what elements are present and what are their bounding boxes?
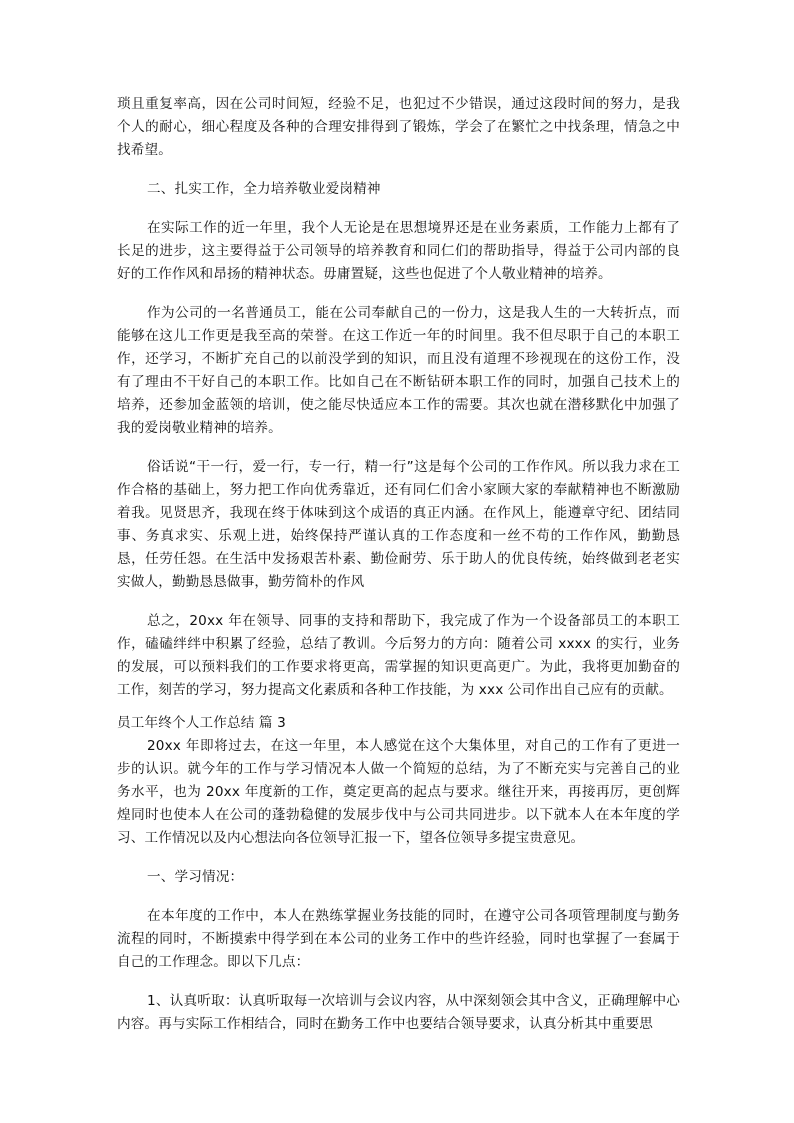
paragraph-7: 在本年度的工作中，本人在熟练掌握业务技能的同时，在遵守公司各项管理制度与勤务流程的同时，不断摸索中得学到在本公司的业务工作中的些许经验，同时也掌握了一套属于自己的工作理念。即以下几点：	[117, 908, 680, 970]
section-heading-study: 一、学习情况：	[147, 869, 244, 885]
paragraph-1: 琐且重复率高，因在公司时间短，经验不足，也犯过不少错误，通过这段时间的努力，是我个人的耐心，细心程度及各种的合理安排得到了锻炼，学会了在繁忙之中找条理，情急之中找希望。	[117, 96, 680, 158]
paragraph-3: 作为公司的一名普通员工，能在公司奉献自己的一份力，这是我人生的一大转折点，而能够在这儿工作更是我至高的荣誉。在这工作近一年的时间里。我不但尽职于自己的本职工作，还学习，不断扩充自己的以前没学到的知识，而且没有道理不珍视现在的这份工作，没有了理由不干好自己的本职工作。比如自己在不断钻研本职工作的同时，加强自己技术上的培养，还参加金蓝领的培训，使之能尽快适应本工作的需要。其次也就在潜移默化中加强了我的爱岗敬业精神的培养。	[117, 305, 680, 436]
paragraph-5: 总之，20xx 年在领导、同事的支持和帮助下，我完成了作为一个设备部员工的本职工作，磕磕绊绊中积累了经验，总结了教训。今后努力的方向：随着公司 xxxx 的实行，业务的发展，可以预料我们的工作要求将更高，需掌握的知识更高更广。为此，我将更加勤奋的工作，刻苦的学习，努力提高文化素质和各种工作技能，为 xxx 公司作出自己应有的贡献。	[117, 613, 680, 698]
section-heading-2: 二、扎实工作，全力培养敬业爱岗精神	[147, 181, 381, 197]
paragraph-2: 在实际工作的近一年里，我个人无论是在思想境界还是在业务素质，工作能力上都有了长足的进步，这主要得益于公司领导的培养教育和同仁们的帮助指导，得益于公司内部的良好的工作作风和昂扬的精神状态。毋庸置疑，这些也促进了个人敬业精神的培养。	[117, 220, 680, 282]
document-page	[117, 93, 680, 1036]
paragraph-4: 俗话说“干一行，爱一行，专一行，精一行”这是每个公司的工作作风。所以我力求在工作合格的基础上，努力把工作向优秀靠近，还有同仁们舍小家顾大家的奉献精神也不断激励着我。见贤思齐，我现在终于体味到这个成语的真正内涵。在作风上，能遵章守纪、团结同事、务真求实、乐观上进，始终保持严谨认真的工作态度和一丝不苟的工作作风，勤勤恳恳，任劳任怨。在生活中发扬艰苦朴素、勤俭耐劳、乐于助人的优良传统，始终做到老老实实做人，勤勤恳恳做事，勤劳简朴的作风	[117, 459, 680, 590]
paragraph-8: 1、认真听取：认真听取每一次培训与会议内容，从中深刻领会其中含义，正确理解中心内容。再与实际工作相结合，同时在勤务工作中也要结合领导要求，认真分析其中重要思	[117, 993, 680, 1032]
paragraph-6: 20xx 年即将过去，在这一年里，本人感觉在这个大集体里，对自己的工作有了更进一步的认识。就今年的工作与学习情况本人做一个简短的总结，为了不断充实与完善自己的业务水平，也为 20xx 年度新的工作，奠定更高的起点与要求。继往开来，再接再厉，更创辉煌同时也使本人在公司的蓬勃稳健的发展步伐中与公司共同进步。以下就本人在本年度的学习、工作情况以及内心想法向各位领导汇报一下，望各位领导多提宝贵意见。	[117, 738, 680, 846]
article-title-3: 员工年终个人工作总结 篇 3	[117, 715, 286, 731]
